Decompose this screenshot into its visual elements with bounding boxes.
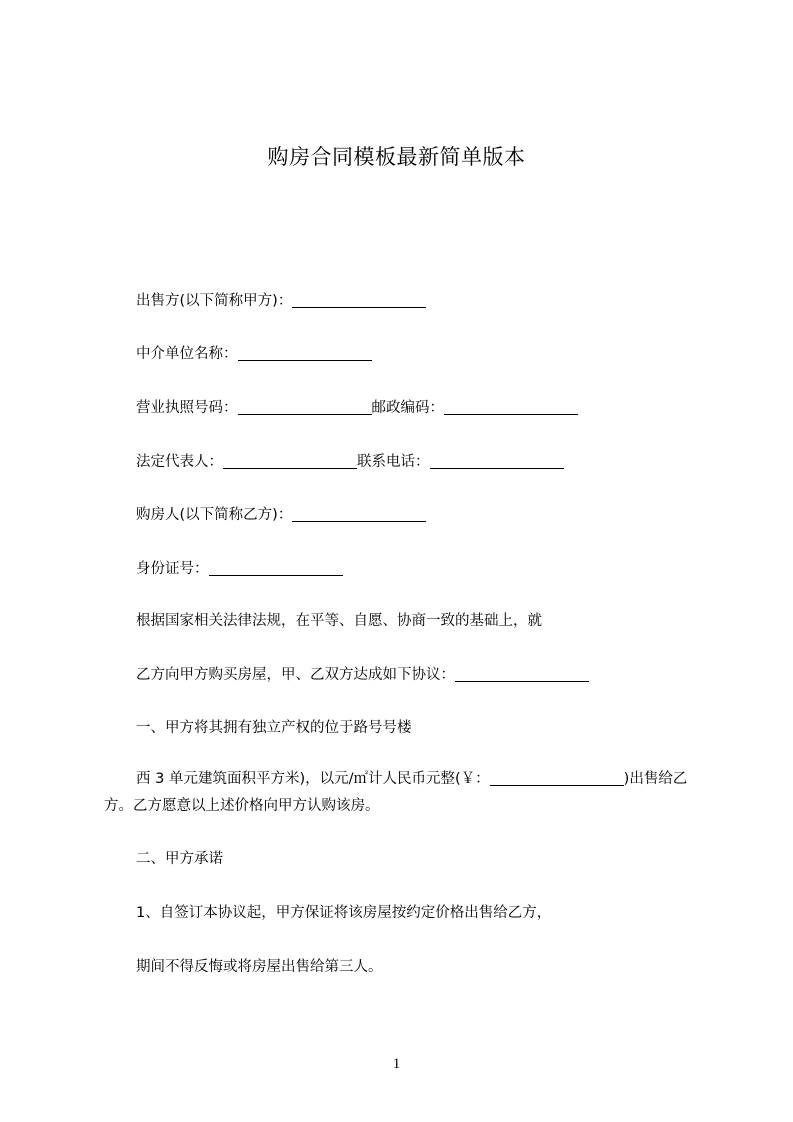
id-line [136, 558, 343, 580]
section-1-body [104, 766, 710, 820]
license-label: 营业执照号码： [136, 400, 238, 416]
license-blank[interactable] [238, 398, 372, 415]
section-2-item-1: 1、自签订本协议起，甲方保证将该房屋按约定价格出售给乙方， [136, 905, 552, 921]
seller-blank[interactable] [292, 291, 426, 308]
agreement-blank[interactable] [455, 665, 589, 682]
agency-blank[interactable] [238, 344, 372, 361]
section-2-item-1-continued: 期间不得反悔或将房屋出售给第三人。 [136, 959, 383, 975]
phone-label: 联系电话： [357, 454, 430, 470]
page-number: 1 [392, 1056, 401, 1072]
seller-label: 出售方(以下简称甲方)： [136, 293, 293, 309]
license-line [136, 397, 578, 419]
price-blank[interactable] [490, 769, 624, 786]
agency-line [136, 343, 372, 365]
paragraph-1: 根据国家相关法律法规，在平等、自愿、协商一致的基础上，就 [136, 613, 542, 629]
section-2-heading: 二、甲方承诺 [136, 851, 223, 867]
id-label: 身份证号： [136, 561, 209, 577]
section-1-heading: 一、甲方将其拥有独立产权的位于路号号楼 [136, 720, 412, 736]
section-1-body-start: 西 3 单元建筑面积平方米)，以元/㎡计人民币元整(￥： [136, 771, 490, 787]
agency-label: 中介单位名称： [136, 346, 238, 362]
buyer-blank[interactable] [292, 505, 426, 522]
postal-label: 邮政编码： [371, 400, 444, 416]
paragraph-2: 乙方向甲方购买房屋，甲、乙双方达成如下协议： [136, 667, 455, 683]
legal-rep-label: 法定代表人： [136, 454, 223, 470]
legal-rep-line [136, 451, 564, 473]
section-1-body-end: )出售给乙方。乙方愿意以上述价格向甲方认购该房。 [104, 771, 688, 814]
phone-blank[interactable] [430, 452, 564, 469]
buyer-label: 购房人(以下简称乙方)： [136, 507, 293, 523]
buyer-line [136, 504, 426, 526]
postal-blank[interactable] [444, 398, 578, 415]
document-title: 购房合同模板最新简单版本 [267, 145, 526, 169]
id-blank[interactable] [209, 559, 343, 576]
legal-rep-blank[interactable] [223, 452, 357, 469]
seller-line [136, 290, 426, 312]
paragraph-2-line [136, 664, 589, 686]
